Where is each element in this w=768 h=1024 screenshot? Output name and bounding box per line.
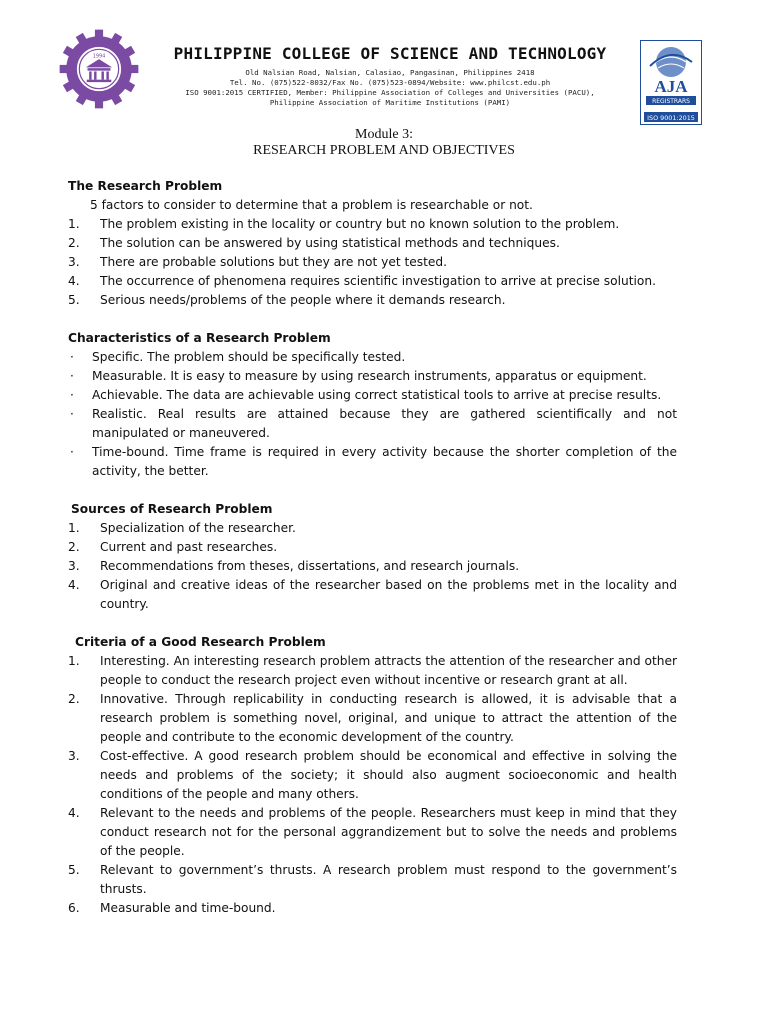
list-item: 1. Interesting. An interesting research problem attracts the attention of the researcher and other people to conduct the research project even without incentive or research grant at all. [68, 654, 677, 687]
list-item: 6. Measurable and time-bound. [68, 901, 276, 915]
list-item: 3. Recommendations from theses, dissertations, and research journals. [68, 559, 520, 573]
section-heading-research-problem: The Research Problem [68, 179, 223, 193]
section-heading-characteristics: Characteristics of a Research Problem [68, 331, 331, 345]
bullet-item: · Time-bound. Time frame is required in every activity because the shorter completion of the activity, the better. [70, 445, 677, 478]
list-item: 3. Cost-effective. A good research problem should be economical and effective in solving the needs and problems of the society; it should also augment socioeconomic and health conditions of the people and many others. [68, 749, 677, 801]
list-item: 4. The occurrence of phenomena requires scientific investigation to arrive at precise solution. [68, 274, 656, 288]
bullet-item: · Specific. The problem should be specifically tested. [70, 350, 406, 364]
svg-text:AJA: AJA [654, 77, 688, 96]
certification-line: ISO 9001:2015 CERTIFIED, Member: Philippine Association of Colleges and Universities (PACU), [185, 88, 595, 97]
college-name: PHILIPPINE COLLEGE OF SCIENCE AND TECHNOLOGY [173, 44, 607, 63]
module-title: RESEARCH PROBLEM AND OBJECTIVES [253, 143, 515, 158]
module-number: Module 3: [355, 127, 413, 142]
bullet-item: · Realistic. Real results are attained because they are gathered scientifically and not manipulated or maneuvered. [70, 407, 677, 440]
section-heading-criteria: Criteria of a Good Research Problem [75, 635, 326, 649]
list-item: 4. Relevant to the needs and problems of the people. Researchers must keep in mind that they conduct research not for the personal aggrandizement but to solve the needs and problems of the people. [68, 806, 677, 858]
list-item: 3. There are probable solutions but they are not yet tested. [68, 255, 447, 269]
svg-text:ISO 9001:2015: ISO 9001:2015 [647, 114, 695, 122]
contact-line: Tel. No. (075)522-8032/Fax No. (075)523-0894/Website: www.philcst.edu.ph [229, 78, 551, 87]
list-item: 2. Current and past researches. [68, 540, 278, 554]
list-item: 1. The problem existing in the locality or country but no known solution to the problem. [68, 217, 620, 231]
membership-line: Philippine Association of Maritime Institutions (PAMI) [269, 98, 511, 107]
list-item: 4. Original and creative ideas of the researcher based on the problems met in the locality and country. [68, 578, 677, 611]
list-item: 5. Serious needs/problems of the people where it demands research. [68, 293, 506, 307]
section-intro: 5 factors to consider to determine that a problem is researchable or not. [90, 198, 533, 212]
document-header [0, 0, 768, 122]
college-seal-logo [58, 28, 140, 110]
list-item: 2. The solution can be answered by using statistical methods and techniques. [68, 236, 560, 250]
list-item: 1. Specialization of the researcher. [68, 521, 296, 535]
list-item: 5. Relevant to government’s thrusts. A research problem must respond to the government’s thrusts. [68, 863, 677, 896]
svg-text:REGISTRARS: REGISTRARS [652, 98, 690, 105]
address-line: Old Nalsian Road, Nalsian, Calasiao, Pangasinan, Philippines 2418 [245, 68, 535, 77]
bullet-item: · Achievable. The data are achievable using correct statistical tools to arrive at precise results. [70, 388, 662, 402]
iso-certification-logo [640, 40, 702, 125]
list-item: 2. Innovative. Through replicability in conducting research is allowed, it is advisable that a research problem is something novel, original, and unique to attract the attention of the people and contribute to the economic development of the country. [68, 692, 677, 744]
bullet-item: · Measurable. It is easy to measure by using research instruments, apparatus or equipment. [70, 369, 647, 383]
svg-text:1994: 1994 [92, 53, 106, 60]
document-body [68, 177, 677, 918]
section-heading-sources: Sources of Research Problem [71, 502, 273, 516]
